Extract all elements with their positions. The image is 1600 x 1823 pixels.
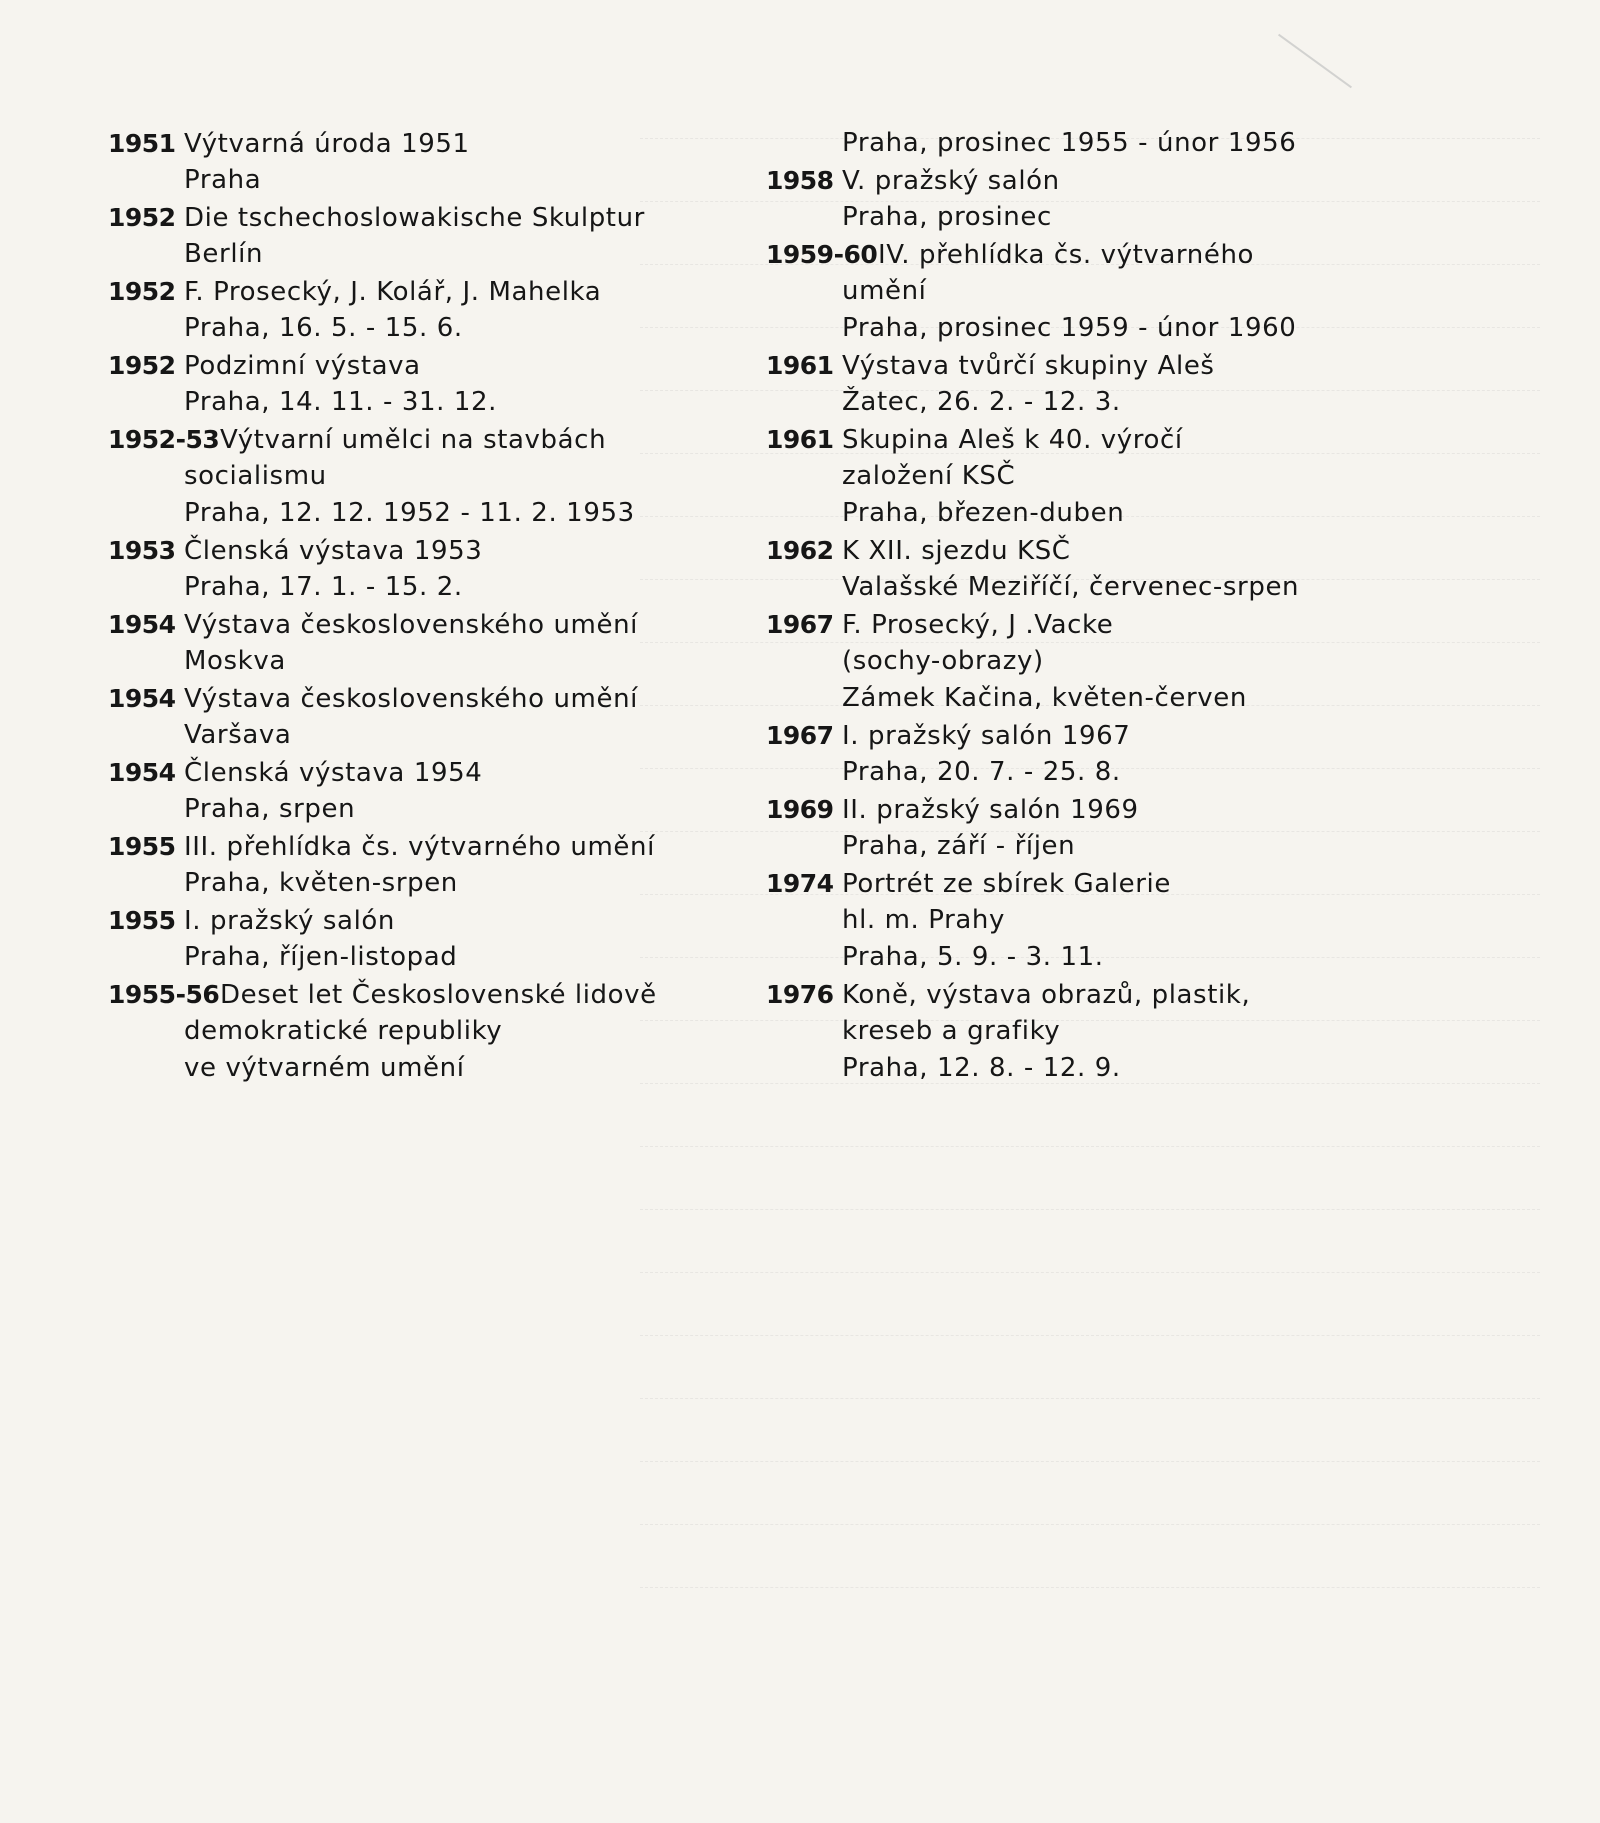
entry-text: F. Prosecký, J .Vacke bbox=[842, 610, 1114, 640]
entry-text: Praha, prosinec 1959 - únor 1960 bbox=[842, 313, 1297, 343]
entry-title-line bbox=[108, 828, 748, 865]
entry-title-line bbox=[108, 680, 748, 717]
entry-text: I. pražský salón bbox=[184, 906, 395, 936]
entry-detail-line bbox=[766, 754, 1406, 791]
entry-text: IV. přehlídka čs. výtvarného bbox=[878, 240, 1255, 270]
exhibition-entry bbox=[766, 717, 1406, 791]
entry-text: Výstava československého umění bbox=[184, 610, 638, 640]
exhibition-entry bbox=[108, 680, 748, 754]
exhibition-entry bbox=[766, 347, 1406, 421]
entry-detail-line bbox=[766, 643, 1406, 680]
entry-year: 1959-60 bbox=[766, 240, 878, 269]
entry-detail-line bbox=[766, 310, 1406, 347]
entry-text: Praha, květen-srpen bbox=[184, 868, 458, 898]
entry-text: Praha, 17. 1. - 15. 2. bbox=[184, 572, 463, 602]
entry-title-line bbox=[108, 125, 748, 162]
entry-text: Die tschechoslowakische Skulptur bbox=[184, 203, 645, 233]
entry-text: hl. m. Prahy bbox=[842, 905, 1005, 935]
entry-text: kreseb a grafiky bbox=[842, 1016, 1061, 1046]
entry-title-line bbox=[108, 273, 748, 310]
entry-text: III. přehlídka čs. výtvarného umění bbox=[184, 832, 655, 862]
entry-text: V. pražský salón bbox=[842, 166, 1060, 196]
entry-title-line bbox=[766, 865, 1406, 902]
entry-year: 1953 bbox=[108, 536, 176, 565]
entry-text: I. pražský salón 1967 bbox=[842, 721, 1131, 751]
exhibition-entry bbox=[766, 791, 1406, 865]
entry-year: 1974 bbox=[766, 869, 834, 898]
entry-text: Praha bbox=[184, 165, 262, 195]
entry-detail-line bbox=[766, 384, 1406, 421]
entry-text: Praha, 5. 9. - 3. 11. bbox=[842, 942, 1104, 972]
exhibition-entry bbox=[766, 125, 1406, 162]
exhibition-entry bbox=[108, 976, 748, 1087]
exhibition-entry bbox=[108, 273, 748, 347]
entry-text: F. Prosecký, J. Kolář, J. Mahelka bbox=[184, 277, 602, 307]
entry-text: Výstava tvůrčí skupiny Aleš bbox=[842, 351, 1215, 381]
entry-text: ve výtvarném umění bbox=[184, 1053, 465, 1083]
entry-text: umění bbox=[842, 276, 927, 306]
entry-detail-line bbox=[108, 643, 748, 680]
entry-year: 1976 bbox=[766, 980, 834, 1009]
entry-detail-line bbox=[108, 162, 748, 199]
entry-text: Varšava bbox=[184, 720, 292, 750]
exhibition-entry bbox=[108, 902, 748, 976]
entry-title-line bbox=[766, 421, 1406, 458]
entry-detail-line bbox=[108, 384, 748, 421]
entry-year: 1961 bbox=[766, 425, 834, 454]
entry-detail-line bbox=[766, 495, 1406, 532]
entry-detail-line bbox=[108, 791, 748, 828]
entry-detail-line bbox=[766, 902, 1406, 939]
entry-text: Výtvarná úroda 1951 bbox=[184, 129, 470, 159]
entry-text: Praha, 20. 7. - 25. 8. bbox=[842, 757, 1121, 787]
entry-text: demokratické republiky bbox=[184, 1016, 503, 1046]
entry-year: 1955 bbox=[108, 832, 176, 861]
entry-text: Valašské Meziříčí, červenec-srpen bbox=[842, 572, 1300, 602]
entry-text: Praha, prosinec bbox=[842, 202, 1052, 232]
entry-year: 1955 bbox=[108, 906, 176, 935]
entry-title-line bbox=[108, 976, 748, 1013]
entry-year: 1952 bbox=[108, 203, 176, 232]
entry-text: Členská výstava 1954 bbox=[184, 758, 483, 788]
entry-detail-line bbox=[108, 1013, 748, 1050]
entry-detail-line bbox=[108, 569, 748, 606]
entry-title-line bbox=[766, 532, 1406, 569]
entry-text: Berlín bbox=[184, 239, 264, 269]
entry-year: 1967 bbox=[766, 610, 834, 639]
entry-title-line bbox=[766, 162, 1406, 199]
page-corner-mark bbox=[1278, 34, 1352, 89]
entry-detail-line bbox=[108, 865, 748, 902]
entry-year: 1955-56 bbox=[108, 980, 220, 1009]
entry-text: Praha, září - říjen bbox=[842, 831, 1076, 861]
exhibition-entry bbox=[108, 532, 748, 606]
exhibition-entry bbox=[108, 754, 748, 828]
entry-detail-line bbox=[108, 458, 748, 495]
entry-title-line bbox=[766, 791, 1406, 828]
entry-year: 1952 bbox=[108, 277, 176, 306]
entry-year: 1952-53 bbox=[108, 425, 220, 454]
exhibition-entry bbox=[766, 162, 1406, 236]
entry-detail-line bbox=[766, 939, 1406, 976]
entry-year: 1958 bbox=[766, 166, 834, 195]
entry-title-line bbox=[108, 347, 748, 384]
entry-year: 1967 bbox=[766, 721, 834, 750]
exhibition-entry bbox=[766, 236, 1406, 347]
entry-detail-line bbox=[766, 569, 1406, 606]
entry-text: Praha, 14. 11. - 31. 12. bbox=[184, 387, 498, 417]
entry-text: Zámek Kačina, květen-červen bbox=[842, 683, 1247, 713]
entry-year: 1954 bbox=[108, 758, 176, 787]
entry-text: Podzimní výstava bbox=[184, 351, 421, 381]
exhibition-entry bbox=[108, 606, 748, 680]
entry-text: Praha, březen-duben bbox=[842, 498, 1125, 528]
entry-detail-line bbox=[766, 199, 1406, 236]
entry-text: Koně, výstava obrazů, plastik, bbox=[842, 980, 1251, 1010]
entry-text: založení KSČ bbox=[842, 461, 1016, 491]
entry-text: Výstava československého umění bbox=[184, 684, 638, 714]
entry-detail-line bbox=[766, 1013, 1406, 1050]
entry-text: Výtvarní umělci na stavbách bbox=[220, 425, 607, 455]
entry-text: socialismu bbox=[184, 461, 327, 491]
entry-detail-line bbox=[766, 1050, 1406, 1087]
entry-year: 1954 bbox=[108, 684, 176, 713]
entry-text: Členská výstava 1953 bbox=[184, 536, 483, 566]
entry-title-line bbox=[108, 199, 748, 236]
entry-year: 1961 bbox=[766, 351, 834, 380]
entry-detail-line bbox=[766, 828, 1406, 865]
entry-title-line bbox=[766, 717, 1406, 754]
entry-detail-line bbox=[766, 680, 1406, 717]
entry-title-line bbox=[766, 236, 1406, 273]
entry-title-line bbox=[766, 125, 1406, 162]
entry-title-line bbox=[766, 347, 1406, 384]
entry-text: Praha, srpen bbox=[184, 794, 356, 824]
entry-detail-line bbox=[108, 310, 748, 347]
entry-text: Žatec, 26. 2. - 12. 3. bbox=[842, 387, 1121, 417]
entry-text: (sochy-obrazy) bbox=[842, 646, 1044, 676]
entry-text: II. pražský salón 1969 bbox=[842, 795, 1139, 825]
exhibition-entry bbox=[766, 606, 1406, 717]
entry-detail-line bbox=[766, 273, 1406, 310]
exhibition-entry bbox=[766, 532, 1406, 606]
entry-text: K XII. sjezdu KSČ bbox=[842, 536, 1071, 566]
entry-year: 1954 bbox=[108, 610, 176, 639]
entry-text: Praha, 16. 5. - 15. 6. bbox=[184, 313, 463, 343]
exhibition-entry bbox=[766, 976, 1406, 1087]
entry-text: Praha, říjen-listopad bbox=[184, 942, 458, 972]
entry-text: Skupina Aleš k 40. výročí bbox=[842, 425, 1183, 455]
exhibition-list-right-column bbox=[766, 125, 1406, 1087]
exhibition-entry bbox=[108, 199, 748, 273]
exhibition-entry bbox=[108, 828, 748, 902]
entry-title-line bbox=[108, 606, 748, 643]
entry-title-line bbox=[108, 902, 748, 939]
exhibition-entry bbox=[108, 421, 748, 532]
entry-title-line bbox=[766, 976, 1406, 1013]
exhibition-entry bbox=[108, 125, 748, 199]
entry-year: 1951 bbox=[108, 129, 176, 158]
entry-text: Praha, prosinec 1955 - únor 1956 bbox=[842, 128, 1297, 158]
entry-title-line bbox=[108, 754, 748, 791]
entry-text: Portrét ze sbírek Galerie bbox=[842, 869, 1171, 899]
entry-title-line bbox=[108, 421, 748, 458]
exhibition-entry bbox=[766, 865, 1406, 976]
entry-detail-line bbox=[108, 1050, 748, 1087]
entry-text: Praha, 12. 8. - 12. 9. bbox=[842, 1053, 1121, 1083]
exhibition-entry bbox=[766, 421, 1406, 532]
entry-year: 1969 bbox=[766, 795, 834, 824]
exhibition-entry bbox=[108, 347, 748, 421]
exhibition-list-left-column bbox=[108, 125, 748, 1087]
entry-detail-line bbox=[108, 939, 748, 976]
entry-text: Moskva bbox=[184, 646, 286, 676]
entry-year: 1962 bbox=[766, 536, 834, 565]
entry-detail-line bbox=[108, 236, 748, 273]
entry-detail-line bbox=[108, 717, 748, 754]
entry-detail-line bbox=[766, 458, 1406, 495]
entry-year: 1952 bbox=[108, 351, 176, 380]
entry-text: Deset let Československé lidově bbox=[220, 980, 657, 1010]
entry-title-line bbox=[108, 532, 748, 569]
entry-detail-line bbox=[108, 495, 748, 532]
entry-text: Praha, 12. 12. 1952 - 11. 2. 1953 bbox=[184, 498, 635, 528]
entry-title-line bbox=[766, 606, 1406, 643]
